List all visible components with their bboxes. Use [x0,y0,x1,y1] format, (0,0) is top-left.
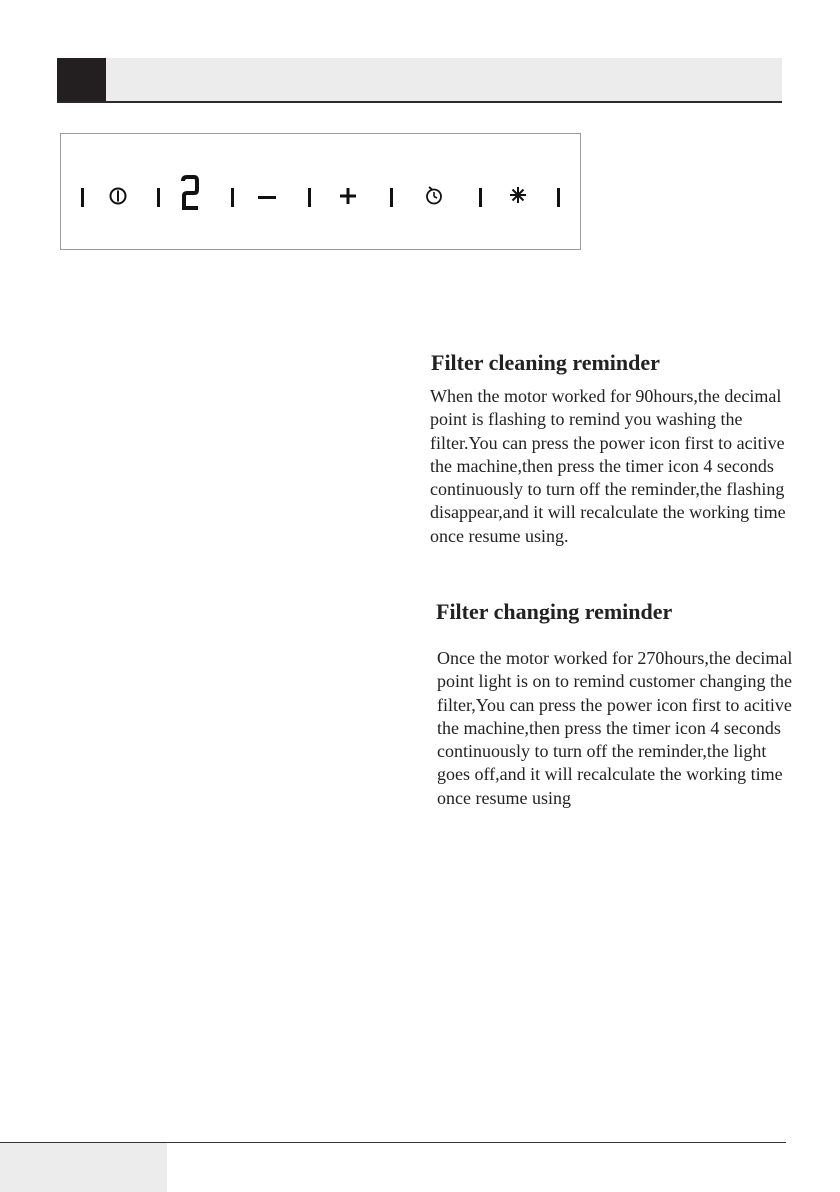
filter-changing-title: Filter changing reminder [436,599,673,624]
section-number-block [57,58,106,101]
control-panel-row [61,134,580,249]
panel-separator [557,188,560,207]
footer-block [0,1143,167,1192]
panel-separator [308,188,311,207]
panel-separator [231,188,234,207]
panel-separator [479,188,482,207]
power-icon[interactable] [108,186,128,206]
speed-display [179,174,201,212]
filter-changing-text: Once the motor worked for 270hours,the decimal point light is on to remind customer changing the filter,You can press the power icon first to acitive the machine,then press the timer icon 4 seconds continuously to turn off the reminder,the light goes off,and it will recalculate the working time once resume using [437,648,793,808]
section-header-bar [57,58,782,103]
filter-cleaning-title: Filter cleaning reminder [431,350,660,375]
minus-button[interactable] [258,196,276,199]
panel-separator [390,188,393,207]
timer-icon[interactable] [424,184,444,206]
light-icon[interactable] [508,185,528,205]
plus-button[interactable] [339,187,357,205]
control-panel [60,133,581,250]
panel-separator [81,188,84,207]
panel-separator [157,188,160,207]
filter-cleaning-text: When the motor worked for 90hours,the decimal point is flashing to remind you washing the filter.You can press the power icon first to acitive the machine,then press the timer icon 4 seconds continuously to turn off the reminder,the flashing disappear,and it will recalculate the working time once resume using. [430,386,786,546]
